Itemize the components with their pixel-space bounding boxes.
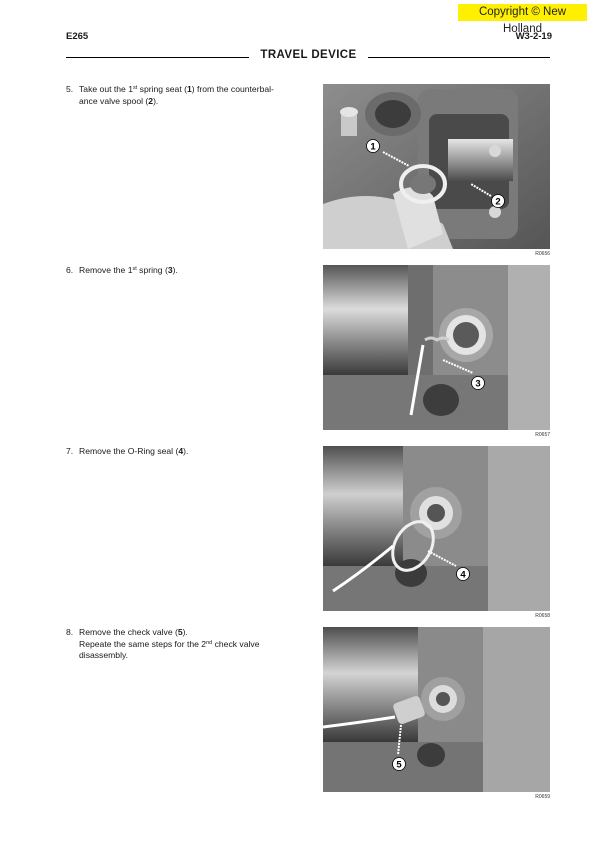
text-run: ). xyxy=(183,446,189,456)
photo-code: R0657 xyxy=(535,432,550,438)
text-run: Remove the O-Ring seal ( xyxy=(79,446,179,456)
part-reference: 5 xyxy=(177,627,183,637)
text-run: ). xyxy=(153,95,159,106)
section-title: TRAVEL DEVICE xyxy=(260,49,357,61)
text-run: ). xyxy=(172,265,178,275)
text-run: disassembly. xyxy=(79,650,129,661)
step-text xyxy=(79,265,296,277)
callout-5: 5 xyxy=(396,759,402,771)
photo-illustration xyxy=(323,265,550,430)
photo-check-valve xyxy=(323,627,550,792)
photo-illustration xyxy=(323,446,550,611)
part-reference: 2 xyxy=(148,95,154,106)
superscript: st xyxy=(132,266,137,272)
text-run: Remove the check valve ( xyxy=(79,627,178,637)
photo-o-ring xyxy=(323,446,550,611)
step-number: 7. xyxy=(66,446,74,456)
photo-spring-seat xyxy=(323,84,550,249)
step-number: 8. xyxy=(66,627,74,637)
text-run: ). xyxy=(182,627,188,637)
copyright-badge: Copyright © New Holland xyxy=(458,4,587,21)
callout-4: 4 xyxy=(460,569,466,581)
model-code: E265 xyxy=(66,31,89,42)
step-text xyxy=(79,627,296,662)
callout-3: 3 xyxy=(475,378,481,390)
text-run: Remove the 1 xyxy=(79,265,133,275)
text-run: Repeate the same steps for the 2 xyxy=(79,638,207,649)
photo-illustration xyxy=(323,84,550,249)
text-run: check valve xyxy=(212,638,260,649)
text-run: ance valve spool ( xyxy=(79,95,149,106)
text-run: Take out the 1 xyxy=(79,84,133,94)
step-text xyxy=(79,446,296,458)
photo-code: R0656 xyxy=(535,251,550,257)
header-rule-left xyxy=(66,57,249,58)
callout-1: 1 xyxy=(370,141,376,153)
part-reference: 3 xyxy=(167,265,173,275)
step-7 xyxy=(66,446,296,458)
superscript: st xyxy=(133,85,138,91)
header-rule-right xyxy=(368,57,550,58)
photo-code: R0658 xyxy=(535,613,550,619)
part-reference: 1 xyxy=(186,84,192,94)
step-number: 5. xyxy=(66,84,74,94)
photo-code: R0659 xyxy=(535,794,550,800)
step-5 xyxy=(66,84,296,107)
text-run: ) from the counterbal- xyxy=(191,84,274,94)
photo-spring xyxy=(323,265,550,430)
photo-illustration xyxy=(323,627,550,792)
page-code: W3-2-19 xyxy=(515,31,552,42)
step-8 xyxy=(66,627,296,662)
step-6 xyxy=(66,265,296,277)
step-text xyxy=(79,84,296,107)
superscript: nd xyxy=(206,639,213,646)
text-run: spring seat ( xyxy=(137,84,187,94)
step-number: 6. xyxy=(66,265,74,275)
callout-2: 2 xyxy=(495,196,501,208)
part-reference: 4 xyxy=(178,446,184,456)
text-run: spring ( xyxy=(136,265,168,275)
